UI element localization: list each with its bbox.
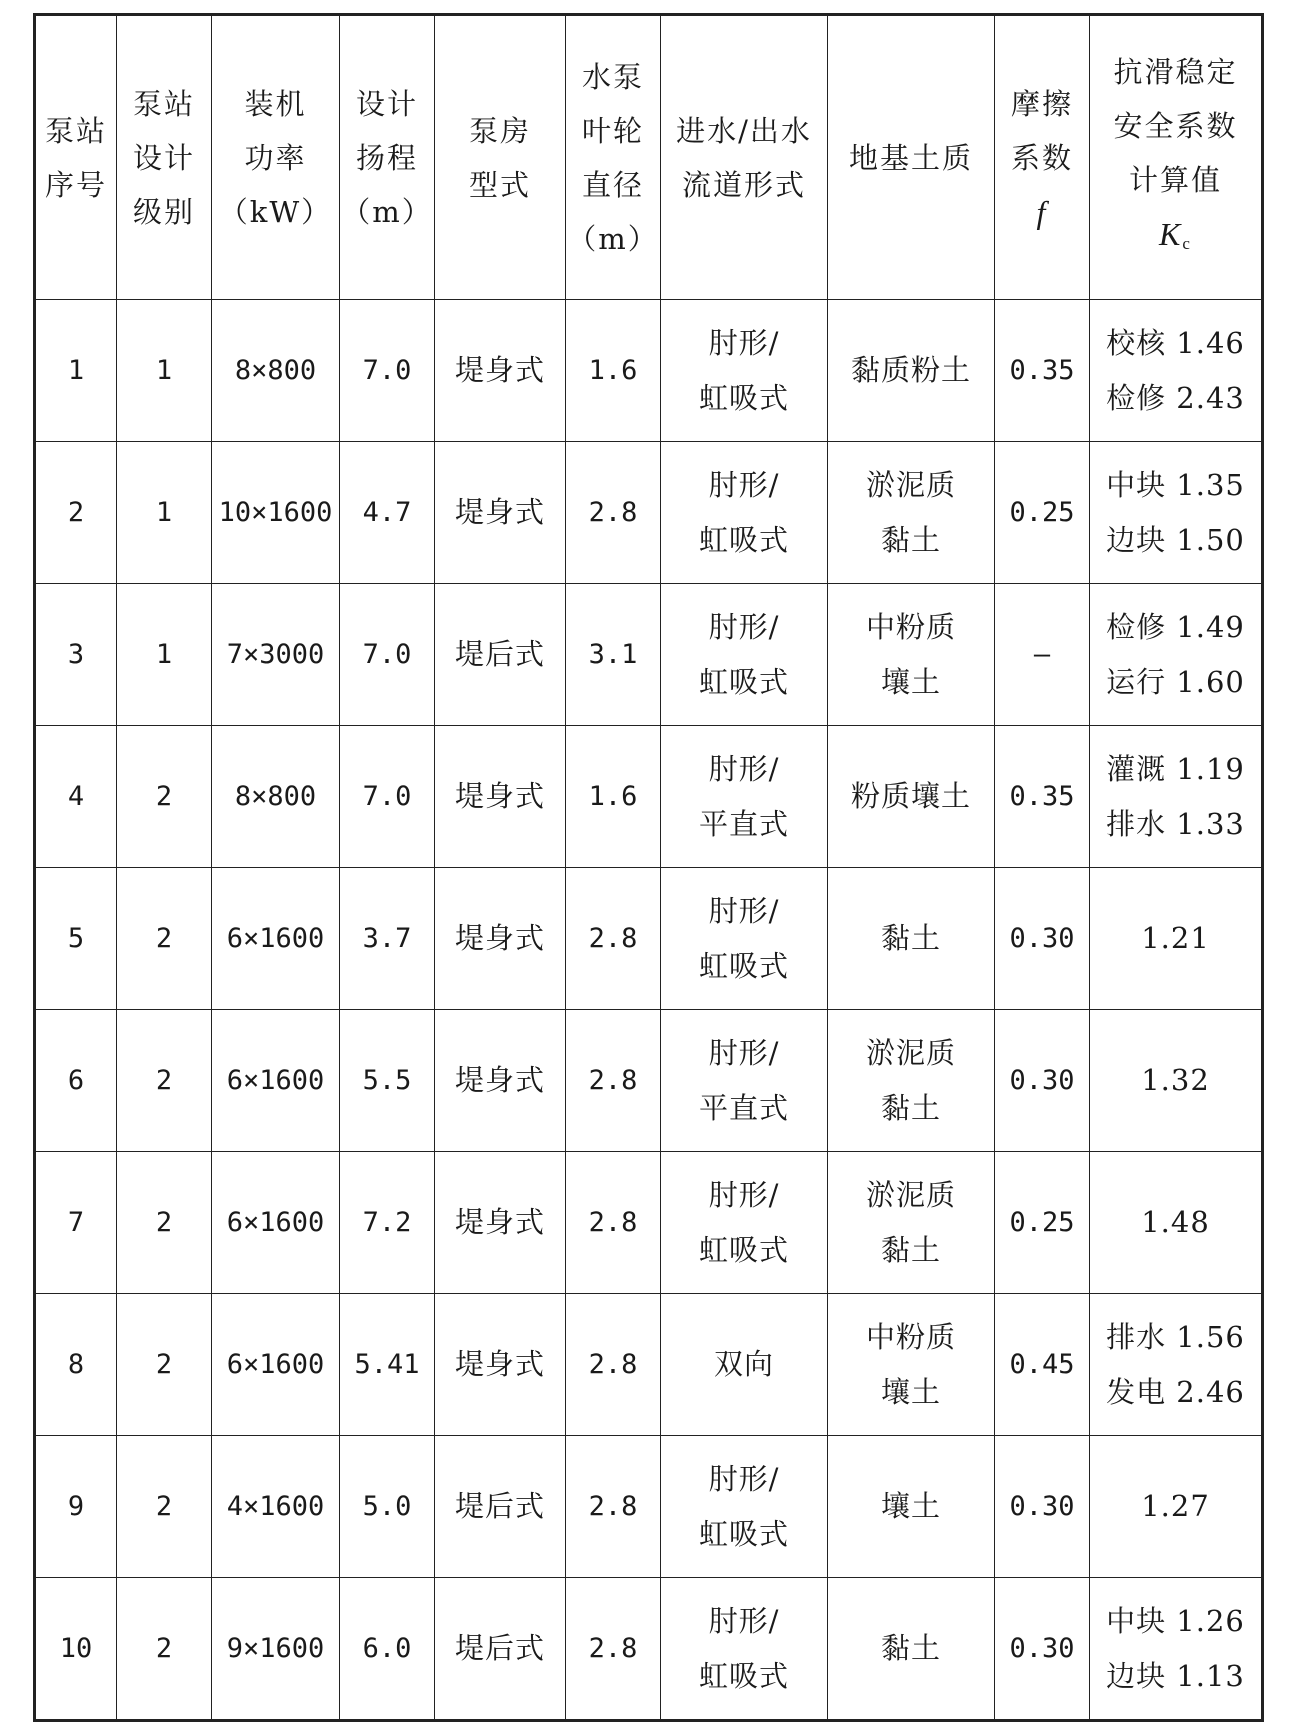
column-header-line: 摩擦 [1010,86,1073,121]
pump-house-type-cell: 堤身式 [435,726,566,868]
installed-power-cell: 6×1600 [212,1010,340,1152]
design-grade-cell: 1 [117,442,212,584]
friction-coefficient-cell: 0.30 [995,1578,1090,1721]
flow-channel-cell-line: 肘形/ [708,1603,780,1638]
flow-channel-cell-line: 肘形/ [708,1461,780,1496]
foundation-soil-cell-line: 淤泥质 [865,1177,956,1212]
column-header-line: 级别 [132,194,195,229]
flow-channel-cell-line: 虹吸式 [698,522,789,557]
safety-factor-cell-line: 排水 1.33 [1106,806,1245,841]
column-header-line: 叶轮 [581,113,644,148]
design-head-cell: 3.7 [340,868,435,1010]
foundation-soil-cell-line: 黏土 [880,1090,941,1125]
column-header-line: 直径 [581,167,644,202]
column-header-line: 泵房 [468,113,531,148]
design-head-cell: 5.41 [340,1294,435,1436]
column-header-line: 装机 [244,86,307,121]
impeller-diameter-cell: 2.8 [566,1010,661,1152]
flow-channel-cell-line: 肘形/ [708,1035,780,1070]
foundation-soil-cell [828,584,995,726]
station-number-cell: 10 [35,1578,117,1721]
safety-factor-cell [1090,1294,1263,1436]
design-head-cell: 7.2 [340,1152,435,1294]
safety-factor-cell [1090,868,1263,1010]
installed-power-cell: 7×3000 [212,584,340,726]
safety-factor-cell [1090,442,1263,584]
foundation-soil-cell [828,1294,995,1436]
column-header-3 [340,15,435,300]
pump-house-type-cell: 堤身式 [435,300,566,442]
safety-factor-cell [1090,584,1263,726]
table-row [35,1436,1263,1578]
impeller-diameter-cell: 2.8 [566,442,661,584]
installed-power-cell: 10×1600 [212,442,340,584]
flow-channel-cell [661,1578,828,1721]
impeller-diameter-cell: 1.6 [566,726,661,868]
flow-channel-cell [661,1294,828,1436]
friction-coefficient-cell: — [995,584,1090,726]
installed-power-cell: 8×800 [212,726,340,868]
flow-channel-cell-line: 肘形/ [708,467,780,502]
friction-coefficient-cell: 0.35 [995,726,1090,868]
foundation-soil-cell [828,868,995,1010]
table-row [35,726,1263,868]
flow-channel-cell-line: 双向 [713,1347,774,1381]
friction-coefficient-cell: 0.30 [995,1010,1090,1152]
column-header-9 [1090,15,1263,300]
column-header-line: 设计 [132,140,195,175]
installed-power-cell: 4×1600 [212,1436,340,1578]
design-grade-cell: 2 [117,1578,212,1721]
pump-house-type-cell: 堤后式 [435,1436,566,1578]
table-row [35,1152,1263,1294]
column-header-6 [661,15,828,300]
flow-channel-cell [661,868,828,1010]
flow-channel-cell [661,726,828,868]
column-header-8 [995,15,1090,300]
column-header-line: 扬程 [355,140,418,175]
station-number-cell: 8 [35,1294,117,1436]
design-head-cell: 7.0 [340,584,435,726]
flow-channel-cell-line: 肘形/ [708,609,780,644]
friction-coefficient-cell: 0.45 [995,1294,1090,1436]
column-header-line: 泵站 [44,113,107,148]
pump-house-type-cell: 堤身式 [435,442,566,584]
column-header-0 [35,15,117,300]
table-row [35,300,1263,442]
safety-factor-cell-line: 校核 1.46 [1106,325,1245,360]
design-grade-cell: 2 [117,1010,212,1152]
station-number-cell: 4 [35,726,117,868]
foundation-soil-cell [828,1010,995,1152]
installed-power-cell: 6×1600 [212,868,340,1010]
column-header-line: 泵站 [132,86,195,121]
design-grade-cell: 2 [117,868,212,1010]
safety-factor-cell-line: 边块 1.13 [1106,1658,1245,1693]
flow-channel-cell-line: 肘形/ [708,751,780,786]
safety-factor-cell-line: 检修 2.43 [1106,380,1245,415]
safety-factor-cell [1090,1578,1263,1721]
column-header-line: （m） [341,194,433,229]
safety-factor-cell-line: 1.32 [1141,1063,1210,1097]
foundation-soil-cell [828,1152,995,1294]
column-header-line: 安全系数 [1113,108,1238,143]
station-number-cell: 9 [35,1436,117,1578]
column-header-line: 地基土质 [848,140,973,175]
flow-channel-cell [661,1436,828,1578]
flow-channel-cell-line: 虹吸式 [698,1658,789,1693]
symbol-main: K [1159,215,1183,252]
pump-house-type-cell: 堤身式 [435,1152,566,1294]
flow-channel-cell-line: 虹吸式 [698,1232,789,1267]
table-row [35,868,1263,1010]
symbol-main: f [1036,193,1048,230]
foundation-soil-cell [828,300,995,442]
foundation-soil-cell [828,726,995,868]
symbol-subscript: c [1182,233,1192,253]
flow-channel-cell [661,584,828,726]
safety-factor-cell [1090,726,1263,868]
safety-factor-cell-line: 灌溉 1.19 [1106,751,1245,786]
flow-channel-cell [661,300,828,442]
flow-channel-cell-line: 平直式 [698,806,789,841]
friction-coefficient-cell: 0.30 [995,868,1090,1010]
impeller-diameter-cell: 2.8 [566,1152,661,1294]
flow-channel-cell-line: 虹吸式 [698,380,789,415]
foundation-soil-cell [828,442,995,584]
pump-house-type-cell: 堤身式 [435,1010,566,1152]
foundation-soil-cell-line: 粉质壤土 [850,779,971,813]
safety-factor-cell-line: 检修 1.49 [1106,609,1245,644]
flow-channel-cell-line: 肘形/ [708,893,780,928]
design-head-cell: 6.0 [340,1578,435,1721]
friction-coefficient-cell: 0.25 [995,1152,1090,1294]
foundation-soil-cell-line: 黏土 [880,1232,941,1267]
foundation-soil-cell-line: 壤土 [880,1489,941,1523]
foundation-soil-cell-line: 中粉质 [865,1319,956,1354]
impeller-diameter-cell: 2.8 [566,1436,661,1578]
installed-power-cell: 6×1600 [212,1294,340,1436]
column-header-line: （m） [567,221,659,256]
design-head-cell: 5.5 [340,1010,435,1152]
safety-factor-cell [1090,300,1263,442]
flow-channel-cell-line: 虹吸式 [698,1516,789,1551]
design-grade-cell: 1 [117,300,212,442]
safety-factor-cell-line: 1.21 [1141,921,1210,955]
column-header-line: 型式 [468,167,531,202]
column-header-1 [117,15,212,300]
station-number-cell: 5 [35,868,117,1010]
design-head-cell: 7.0 [340,300,435,442]
table-body [35,300,1263,1721]
safety-factor-cell-line: 1.27 [1141,1489,1210,1523]
flow-channel-cell [661,1152,828,1294]
column-header-line: 设计 [355,86,418,121]
design-grade-cell: 2 [117,1294,212,1436]
impeller-diameter-cell: 2.8 [566,1578,661,1721]
pump-station-table [33,13,1264,1722]
station-number-cell: 2 [35,442,117,584]
installed-power-cell: 9×1600 [212,1578,340,1721]
installed-power-cell: 6×1600 [212,1152,340,1294]
column-header-symbol [995,185,1089,239]
column-header-line: 系数 [1010,140,1073,175]
design-grade-cell: 2 [117,1152,212,1294]
column-header-line: （kW） [218,194,333,229]
header-row [35,15,1263,300]
column-header-line: 计算值 [1128,162,1222,197]
foundation-soil-cell-line: 淤泥质 [865,1035,956,1070]
safety-factor-cell-line: 中块 1.26 [1106,1603,1245,1638]
safety-factor-cell [1090,1010,1263,1152]
safety-factor-cell-line: 排水 1.56 [1106,1319,1245,1354]
friction-coefficient-cell: 0.35 [995,300,1090,442]
table-row [35,442,1263,584]
safety-factor-cell-line: 边块 1.50 [1106,522,1245,557]
impeller-diameter-cell: 2.8 [566,868,661,1010]
safety-factor-cell [1090,1152,1263,1294]
column-header-line: 序号 [44,167,107,202]
column-header-2 [212,15,340,300]
foundation-soil-cell-line: 黏质粉土 [850,353,971,387]
flow-channel-cell-line: 肘形/ [708,1177,780,1212]
station-number-cell: 3 [35,584,117,726]
table-row [35,1294,1263,1436]
design-head-cell: 4.7 [340,442,435,584]
safety-factor-cell [1090,1436,1263,1578]
installed-power-cell: 8×800 [212,300,340,442]
pump-house-type-cell: 堤后式 [435,1578,566,1721]
flow-channel-cell-line: 肘形/ [708,325,780,360]
column-header-line: 抗滑稳定 [1113,54,1238,89]
flow-channel-cell-line: 虹吸式 [698,948,789,983]
safety-factor-cell-line: 运行 1.60 [1106,664,1245,699]
station-number-cell: 6 [35,1010,117,1152]
design-head-cell: 7.0 [340,726,435,868]
impeller-diameter-cell: 2.8 [566,1294,661,1436]
foundation-soil-cell [828,1436,995,1578]
impeller-diameter-cell: 1.6 [566,300,661,442]
flow-channel-cell-line: 虹吸式 [698,664,789,699]
flow-channel-cell-line: 平直式 [698,1090,789,1125]
station-number-cell: 1 [35,300,117,442]
column-header-line: 进水/出水 [676,113,812,148]
friction-coefficient-cell: 0.30 [995,1436,1090,1578]
design-grade-cell: 2 [117,726,212,868]
foundation-soil-cell-line: 壤土 [880,664,941,699]
pump-house-type-cell: 堤身式 [435,868,566,1010]
safety-factor-cell-line: 1.48 [1141,1205,1210,1239]
column-header-line: 流道形式 [681,167,806,202]
flow-channel-cell [661,442,828,584]
foundation-soil-cell-line: 壤土 [880,1374,941,1409]
foundation-soil-cell-line: 淤泥质 [865,467,956,502]
column-header-symbol [1090,207,1261,271]
design-grade-cell: 1 [117,584,212,726]
safety-factor-cell-line: 中块 1.35 [1106,467,1245,502]
column-header-5 [566,15,661,300]
table-row [35,1010,1263,1152]
pump-house-type-cell: 堤后式 [435,584,566,726]
safety-factor-cell-line: 发电 2.46 [1106,1374,1245,1409]
pump-house-type-cell: 堤身式 [435,1294,566,1436]
foundation-soil-cell-line: 中粉质 [865,609,956,644]
column-header-line: 功率 [244,140,307,175]
flow-channel-cell [661,1010,828,1152]
column-header-line: 水泵 [581,59,644,94]
design-head-cell: 5.0 [340,1436,435,1578]
foundation-soil-cell [828,1578,995,1721]
column-header-4 [435,15,566,300]
foundation-soil-cell-line: 黏土 [880,522,941,557]
foundation-soil-cell-line: 黏土 [880,1631,941,1665]
station-number-cell: 7 [35,1152,117,1294]
column-header-7 [828,15,995,300]
table-row [35,1578,1263,1721]
foundation-soil-cell-line: 黏土 [880,921,941,955]
friction-coefficient-cell: 0.25 [995,442,1090,584]
design-grade-cell: 2 [117,1436,212,1578]
impeller-diameter-cell: 3.1 [566,584,661,726]
table-row [35,584,1263,726]
